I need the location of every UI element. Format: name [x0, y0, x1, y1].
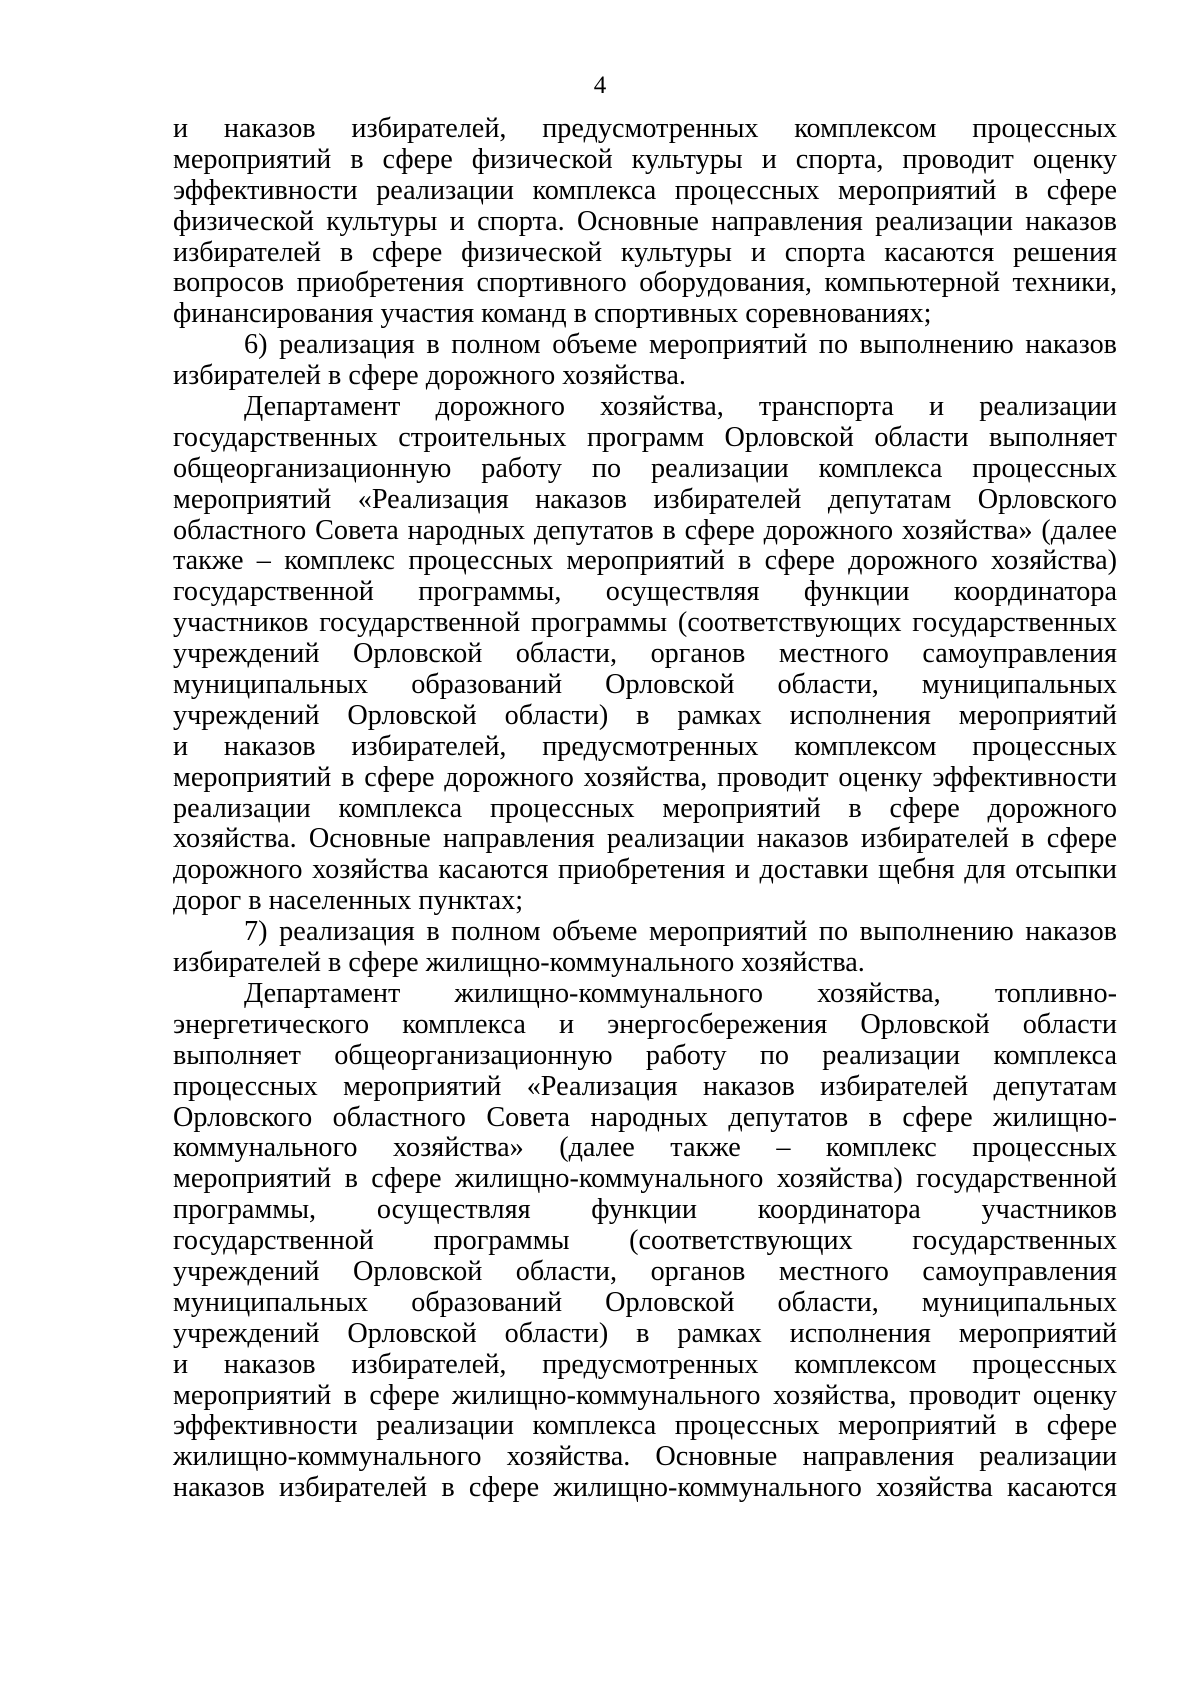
text-line: жилищно-коммунального хозяйства. Основные направления реализации — [173, 1441, 1117, 1473]
text-line: учреждений Орловской области) в рамках исполнения мероприятий — [173, 699, 1117, 731]
text-line: также – комплекс процессных мероприятий в сфере дорожного хозяйства) — [173, 545, 1117, 577]
text-line: программы, осуществляя функции координатора участников — [173, 1194, 1117, 1226]
text-line: физической культуры и спорта. Основные направления реализации наказов — [173, 205, 1117, 237]
text-line: государственной программы (соответствующих государственных — [173, 1225, 1117, 1257]
text-line: муниципальных образований Орловской области, муниципальных — [173, 1286, 1117, 1318]
text-line: государственной программы, осуществляя функции координатора — [173, 576, 1117, 608]
text-line: энергетического комплекса и энергосбережения Орловской области — [173, 1008, 1117, 1040]
text-line: учреждений Орловской области) в рамках исполнения мероприятий — [173, 1317, 1117, 1349]
text-line: избирателей в сфере физической культуры и спорта касаются решения — [173, 236, 1117, 268]
text-line: областного Совета народных депутатов в сфере дорожного хозяйства» (далее — [173, 514, 1117, 546]
text-line: мероприятий «Реализация наказов избирателей депутатам Орловского — [173, 483, 1117, 515]
text-line: выполняет общеорганизационную работу по реализации комплекса — [173, 1039, 1117, 1071]
text-line: хозяйства. Основные направления реализации наказов избирателей в сфере — [173, 823, 1117, 855]
text-line: и наказов избирателей, предусмотренных комплексом процессных — [173, 730, 1117, 762]
text-line: 6) реализация в полном объеме мероприятий по выполнению наказов — [244, 329, 1117, 361]
text-line: 7) реализация в полном объеме мероприятий по выполнению наказов — [244, 916, 1117, 948]
text-line: участников государственной программы (соответствующих государственных — [173, 607, 1117, 639]
text-line: наказов избирателей в сфере жилищно-коммунального хозяйства касаются — [173, 1472, 1117, 1504]
text-line: и наказов избирателей, предусмотренных комплексом процессных — [173, 1348, 1117, 1380]
text-line: общеорганизационную работу по реализации комплекса процессных — [173, 452, 1117, 484]
text-line: мероприятий в сфере дорожного хозяйства, проводит оценку эффективности — [173, 761, 1117, 793]
text-line: мероприятий в сфере физической культуры и спорта, проводит оценку — [173, 143, 1117, 175]
text-line: Орловского областного Совета народных депутатов в сфере жилищно- — [173, 1101, 1117, 1133]
text-line: Департамент дорожного хозяйства, транспорта и реализации — [244, 391, 1117, 423]
text-line: Департамент жилищно-коммунального хозяйства, топливно- — [244, 977, 1117, 1009]
text-line: эффективности реализации комплекса процессных мероприятий в сфере — [173, 1410, 1117, 1442]
text-line: мероприятий в сфере жилищно-коммунального хозяйства, проводит оценку — [173, 1379, 1117, 1411]
text-line: вопросов приобретения спортивного оборудования, компьютерной техники, — [173, 267, 1117, 299]
text-line: мероприятий в сфере жилищно-коммунального хозяйства) государственной — [173, 1163, 1117, 1195]
text-line: государственных строительных программ Орловской области выполняет — [173, 421, 1117, 453]
text-line: коммунального хозяйства» (далее также – комплекс процессных — [173, 1132, 1117, 1164]
text-line: и наказов избирателей, предусмотренных комплексом процессных — [173, 113, 1117, 144]
text-line: избирателей в сфере жилищно-коммунального хозяйства. — [173, 947, 865, 979]
text-line: учреждений Орловской области, органов местного самоуправления — [173, 638, 1117, 670]
page-number: 4 — [593, 72, 607, 99]
text-line: учреждений Орловской области, органов местного самоуправления — [173, 1255, 1117, 1287]
text-line: эффективности реализации комплекса процессных мероприятий в сфере — [173, 174, 1117, 206]
document-body — [173, 114, 1117, 1504]
text-line: финансирования участия команд в спортивных соревнованиях; — [173, 298, 932, 330]
text-line: процессных мероприятий «Реализация наказов избирателей депутатам — [173, 1070, 1117, 1102]
text-line: реализации комплекса процессных мероприятий в сфере дорожного — [173, 792, 1117, 824]
text-line: муниципальных образований Орловской области, муниципальных — [173, 669, 1117, 701]
text-line: дорог в населенных пунктах; — [173, 885, 524, 917]
text-line: избирателей в сфере дорожного хозяйства. — [173, 360, 686, 392]
text-line: дорожного хозяйства касаются приобретения и доставки щебня для отсыпки — [173, 854, 1117, 886]
